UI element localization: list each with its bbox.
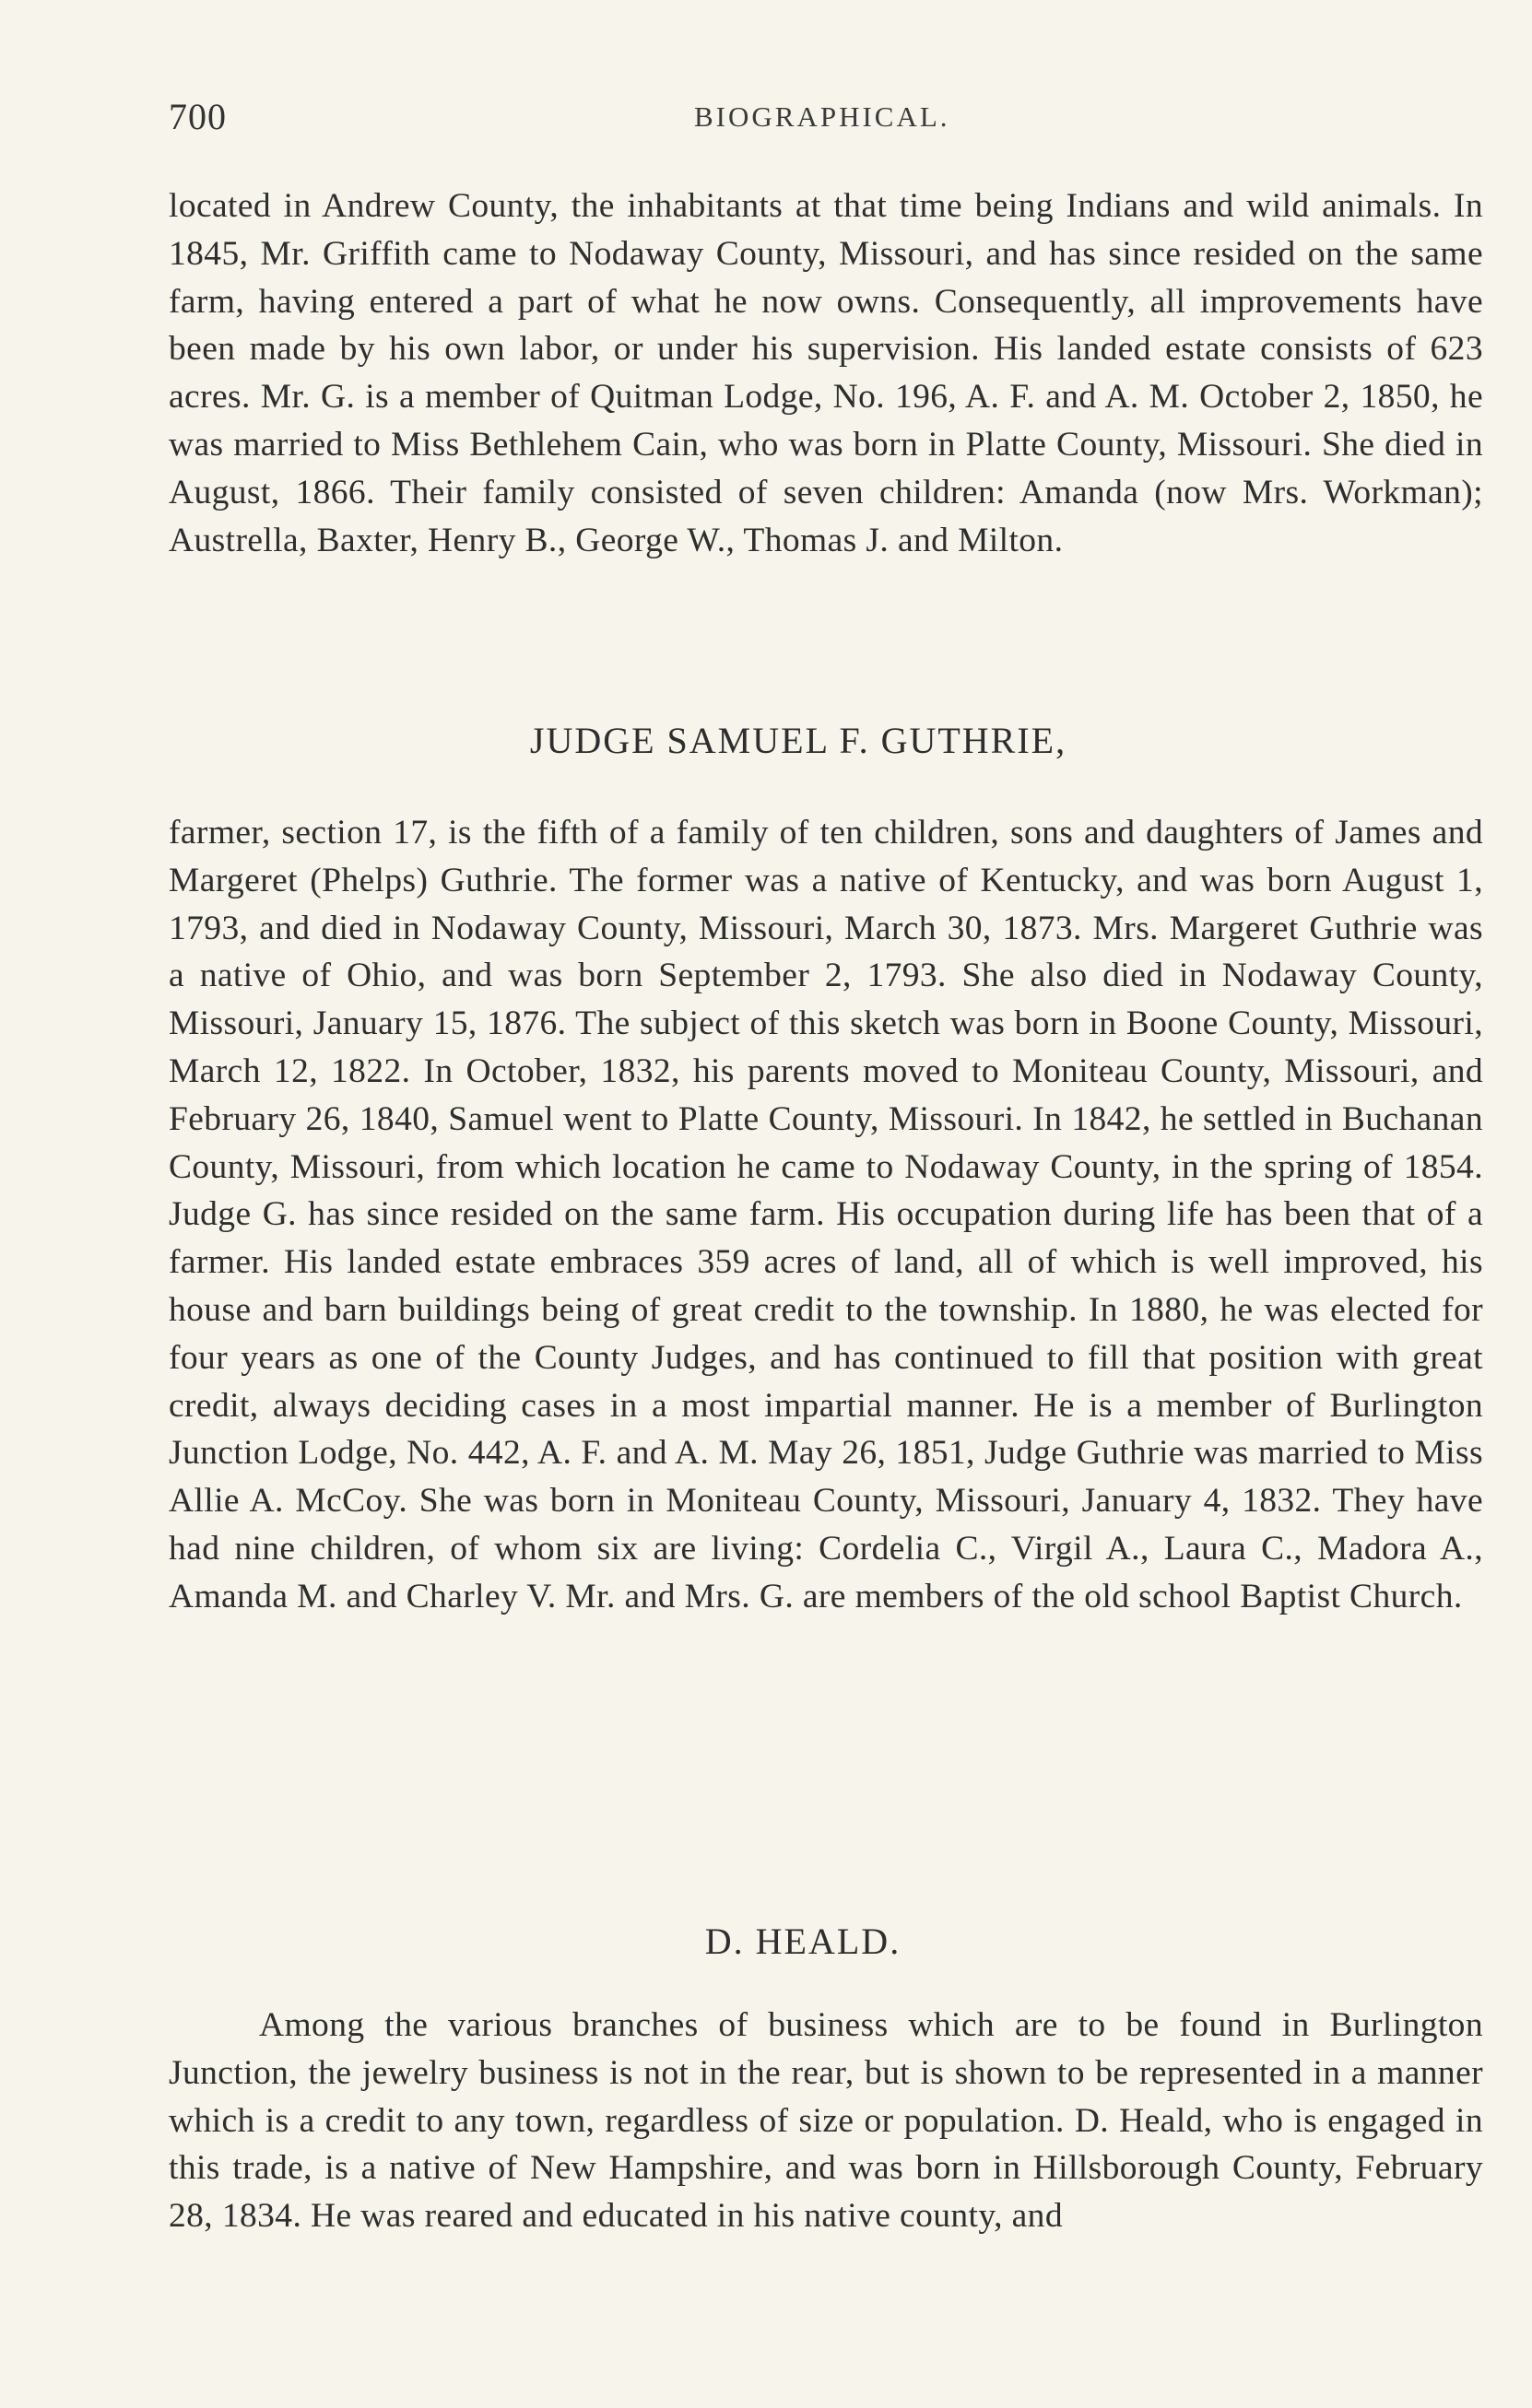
guthrie-heading: JUDGE SAMUEL F. GUTHRIE, — [529, 720, 1067, 761]
griffith-text: located in Andrew County, the inhabitants at that time being Indians and wild animals. In 1845, Mr. Griffith came to Nodaway County, Missouri, and has since resided on the same farm, having entered a part of what he now owns. Consequently, all improvements have been made by his own labor, or under his supervision. His landed estate consists of 623 acres. Mr. G. is a member of Quitman Lodge, No. 196, A. F. and A. M. October 2, 1850, he was married to Miss Bethlehem Cain, who was born in Platte County, Missouri. She died in August, 1866. Their family consisted of seven children: Amanda (now Mrs. Workman); Austrella, Baxter, Henry B., George W., Thomas J. and Milton. — [169, 187, 1483, 559]
guthrie-paragraph — [169, 809, 1483, 1621]
heald-paragraph — [169, 2002, 1483, 2240]
griffith-paragraph — [169, 182, 1483, 564]
heald-text: Among the various branches of business which are to be found in Burlington Junction, the jewelry business is not in the rear, but is shown to be represented in a manner which is a credit to any town, regardless of size or population. D. Heald, who is engaged in this trade, is a native of New Hampshire, and was born in Hillsborough County, February 28, 1834. He was reared and educated in his native county, and — [169, 2006, 1483, 2236]
page-header — [169, 95, 1496, 150]
running-head: BIOGRAPHICAL. — [694, 100, 950, 133]
page-number: 700 — [169, 96, 227, 137]
heald-heading: D. HEALD. — [704, 1921, 902, 1962]
guthrie-text: farmer, section 17, is the fifth of a family of ten children, sons and daughters of James and Margeret (Phelps) Guthrie. The former was a native of Kentucky, and was born August 1, 1793, and died in Nodaway County, Missouri, March 30, 1873. Mrs. Margeret Guthrie was a native of Ohio, and was born September 2, 1793. She also died in Nodaway County, Missouri, January 15, 1876. The subject of this sketch was born in Boone County, Missouri, March 12, 1822. In October, 1832, his parents moved to Moniteau County, Missouri, and February 26, 1840, Samuel went to Platte County, Missouri. In 1842, he settled in Buchanan County, Missouri, from which location he came to Nodaway County, in the spring of 1854. Judge G. has since resided on the same farm. His occupation during life has been that of a farmer. His landed estate embraces 359 acres of land, all of which is well improved, his house and barn buildings being of great credit to the township. In 1880, he was elected for four years as one of the County Judges, and has continued to fill that position with great credit, always deciding cases in a most impartial manner. He is a member of Burlington Junction Lodge, No. 442, A. F. and A. M. May 26, 1851, Judge Guthrie was married to Miss Allie A. McCoy. She was born in Moniteau County, Missouri, January 4, 1832. They have had nine children, of whom six are living: Cordelia C., Virgil A., Laura C., Madora A., Amanda M. and Charley V. Mr. and Mrs. G. are members of the old school Baptist Church. — [169, 814, 1483, 1615]
